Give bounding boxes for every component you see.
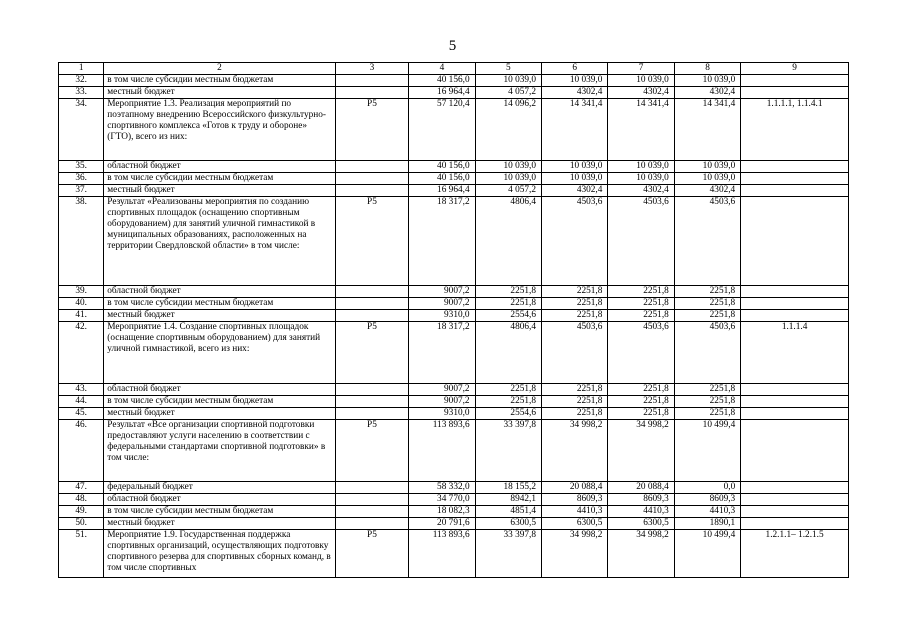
value-cell-col8: 10 039,0 xyxy=(674,75,740,87)
column-header: 2 xyxy=(104,63,335,75)
target-ref-cell xyxy=(741,161,849,173)
target-ref-cell xyxy=(741,396,849,408)
target-ref-cell: 1.1.1.4 xyxy=(741,322,849,384)
row-number-cell: 46. xyxy=(59,420,104,482)
code-cell xyxy=(335,298,408,310)
value-cell-col4: 9310,0 xyxy=(409,408,475,420)
budget-table xyxy=(58,62,849,578)
description-cell: областной бюджет xyxy=(104,161,335,173)
value-cell-col7: 2251,8 xyxy=(608,310,674,322)
row-number-cell: 47. xyxy=(59,482,104,494)
column-header: 6 xyxy=(542,63,608,75)
description-cell: местный бюджет xyxy=(104,408,335,420)
value-cell-col7: 20 088,4 xyxy=(608,482,674,494)
value-cell-col7: 34 998,2 xyxy=(608,420,674,482)
value-cell-col5: 10 039,0 xyxy=(475,75,541,87)
value-cell-col8: 14 341,4 xyxy=(674,99,740,161)
value-cell-col7: 4302,4 xyxy=(608,185,674,197)
code-cell xyxy=(335,185,408,197)
value-cell-col8: 8609,3 xyxy=(674,494,740,506)
row-number-cell: 44. xyxy=(59,396,104,408)
table-row xyxy=(59,310,849,322)
value-cell-col6: 14 341,4 xyxy=(542,99,608,161)
value-cell-col8: 4503,6 xyxy=(674,322,740,384)
table-row xyxy=(59,99,849,161)
row-number-cell: 34. xyxy=(59,99,104,161)
table-row xyxy=(59,518,849,530)
value-cell-col5: 4806,4 xyxy=(475,197,541,286)
value-cell-col6: 10 039,0 xyxy=(542,161,608,173)
value-cell-col5: 2554,6 xyxy=(475,310,541,322)
target-ref-cell xyxy=(741,75,849,87)
value-cell-col8: 2251,8 xyxy=(674,298,740,310)
value-cell-col7: 2251,8 xyxy=(608,384,674,396)
value-cell-col8: 4302,4 xyxy=(674,87,740,99)
value-cell-col8: 2251,8 xyxy=(674,408,740,420)
value-cell-col5: 2251,8 xyxy=(475,384,541,396)
value-cell-col5: 4 057,2 xyxy=(475,185,541,197)
row-number-cell: 37. xyxy=(59,185,104,197)
description-cell: в том числе субсидии местным бюджетам xyxy=(104,75,335,87)
value-cell-col7: 4503,6 xyxy=(608,197,674,286)
value-cell-col8: 10 039,0 xyxy=(674,161,740,173)
value-cell-col5: 14 096,2 xyxy=(475,99,541,161)
column-header: 3 xyxy=(335,63,408,75)
target-ref-cell: 1.2.1.1– 1.2.1.5 xyxy=(741,530,849,578)
row-number-cell: 41. xyxy=(59,310,104,322)
row-number-cell: 49. xyxy=(59,506,104,518)
target-ref-cell xyxy=(741,408,849,420)
value-cell-col6: 4503,6 xyxy=(542,197,608,286)
value-cell-col6: 4410,3 xyxy=(542,506,608,518)
description-cell: федеральный бюджет xyxy=(104,482,335,494)
value-cell-col5: 10 039,0 xyxy=(475,161,541,173)
value-cell-col8: 2251,8 xyxy=(674,396,740,408)
description-cell: Мероприятие 1.9. Государственная поддержка спортивных организаций, осуществляющих подготовку спортивного резерва для спортивных сборных команд, в том числе спортивных xyxy=(104,530,335,578)
value-cell-col4: 16 964,4 xyxy=(409,185,475,197)
value-cell-col6: 4503,6 xyxy=(542,322,608,384)
value-cell-col5: 4851,4 xyxy=(475,506,541,518)
value-cell-col7: 2251,8 xyxy=(608,408,674,420)
target-ref-cell: 1.1.1.1, 1.1.4.1 xyxy=(741,99,849,161)
value-cell-col7: 10 039,0 xyxy=(608,161,674,173)
target-ref-cell xyxy=(741,310,849,322)
table-row xyxy=(59,482,849,494)
description-cell: местный бюджет xyxy=(104,518,335,530)
value-cell-col6: 6300,5 xyxy=(542,518,608,530)
row-number-cell: 43. xyxy=(59,384,104,396)
table-row xyxy=(59,420,849,482)
code-cell xyxy=(335,75,408,87)
table-row xyxy=(59,322,849,384)
column-header: 5 xyxy=(475,63,541,75)
row-number-cell: 42. xyxy=(59,322,104,384)
value-cell-col8: 10 499,4 xyxy=(674,530,740,578)
row-number-cell: 39. xyxy=(59,286,104,298)
value-cell-col8: 10 499,4 xyxy=(674,420,740,482)
value-cell-col4: 18 082,3 xyxy=(409,506,475,518)
code-cell xyxy=(335,482,408,494)
description-cell: местный бюджет xyxy=(104,310,335,322)
value-cell-col5: 4806,4 xyxy=(475,322,541,384)
value-cell-col6: 4302,4 xyxy=(542,87,608,99)
value-cell-col7: 4302,4 xyxy=(608,87,674,99)
value-cell-col4: 113 893,6 xyxy=(409,530,475,578)
value-cell-col7: 14 341,4 xyxy=(608,99,674,161)
target-ref-cell xyxy=(741,197,849,286)
value-cell-col8: 1890,1 xyxy=(674,518,740,530)
value-cell-col6: 34 998,2 xyxy=(542,530,608,578)
row-number-cell: 45. xyxy=(59,408,104,420)
value-cell-col6: 2251,8 xyxy=(542,408,608,420)
value-cell-col6: 10 039,0 xyxy=(542,75,608,87)
row-number-cell: 32. xyxy=(59,75,104,87)
row-number-cell: 51. xyxy=(59,530,104,578)
description-cell: в том числе субсидии местным бюджетам xyxy=(104,396,335,408)
value-cell-col4: 16 964,4 xyxy=(409,87,475,99)
value-cell-col4: 18 317,2 xyxy=(409,197,475,286)
code-cell xyxy=(335,384,408,396)
value-cell-col5: 2251,8 xyxy=(475,396,541,408)
code-cell xyxy=(335,518,408,530)
description-cell: местный бюджет xyxy=(104,87,335,99)
value-cell-col5: 33 397,8 xyxy=(475,530,541,578)
value-cell-col6: 2251,8 xyxy=(542,298,608,310)
value-cell-col4: 40 156,0 xyxy=(409,161,475,173)
table-row xyxy=(59,396,849,408)
table-row xyxy=(59,87,849,99)
code-cell: Р5 xyxy=(335,420,408,482)
code-cell: Р5 xyxy=(335,197,408,286)
table-row xyxy=(59,197,849,286)
row-number-cell: 40. xyxy=(59,298,104,310)
value-cell-col6: 8609,3 xyxy=(542,494,608,506)
value-cell-col5: 8942,1 xyxy=(475,494,541,506)
code-cell xyxy=(335,506,408,518)
value-cell-col4: 58 332,0 xyxy=(409,482,475,494)
value-cell-col8: 2251,8 xyxy=(674,286,740,298)
row-number-cell: 35. xyxy=(59,161,104,173)
table-header-row xyxy=(59,63,849,75)
code-cell xyxy=(335,494,408,506)
value-cell-col5: 2554,6 xyxy=(475,408,541,420)
table-row xyxy=(59,298,849,310)
code-cell xyxy=(335,286,408,298)
column-header: 8 xyxy=(674,63,740,75)
code-cell xyxy=(335,161,408,173)
column-header: 4 xyxy=(409,63,475,75)
target-ref-cell xyxy=(741,286,849,298)
value-cell-col6: 2251,8 xyxy=(542,286,608,298)
value-cell-col7: 6300,5 xyxy=(608,518,674,530)
table-row xyxy=(59,75,849,87)
code-cell xyxy=(335,87,408,99)
value-cell-col4: 9007,2 xyxy=(409,286,475,298)
description-cell: Результат «Реализованы мероприятия по созданию спортивных площадок (оснащению спортивным оборудованием) для занятий уличной гимнастикой в муниципальных образованиях, расположенных на территории Свердловской области» в том числе: xyxy=(104,197,335,286)
target-ref-cell xyxy=(741,384,849,396)
value-cell-col5: 18 155,2 xyxy=(475,482,541,494)
row-number-cell: 50. xyxy=(59,518,104,530)
target-ref-cell xyxy=(741,420,849,482)
value-cell-col4: 34 770,0 xyxy=(409,494,475,506)
description-cell: областной бюджет xyxy=(104,286,335,298)
value-cell-col5: 6300,5 xyxy=(475,518,541,530)
value-cell-col6: 20 088,4 xyxy=(542,482,608,494)
table-row xyxy=(59,286,849,298)
value-cell-col5: 2251,8 xyxy=(475,286,541,298)
description-cell: местный бюджет xyxy=(104,185,335,197)
value-cell-col7: 2251,8 xyxy=(608,298,674,310)
table-row xyxy=(59,185,849,197)
value-cell-col8: 0,0 xyxy=(674,482,740,494)
column-header: 9 xyxy=(741,63,849,75)
description-cell: областной бюджет xyxy=(104,384,335,396)
value-cell-col8: 2251,8 xyxy=(674,384,740,396)
value-cell-col7: 4410,3 xyxy=(608,506,674,518)
row-number-cell: 36. xyxy=(59,173,104,185)
value-cell-col4: 9007,2 xyxy=(409,384,475,396)
value-cell-col8: 4503,6 xyxy=(674,197,740,286)
description-cell: в том числе субсидии местным бюджетам xyxy=(104,173,335,185)
value-cell-col4: 40 156,0 xyxy=(409,173,475,185)
table-row xyxy=(59,408,849,420)
value-cell-col8: 4410,3 xyxy=(674,506,740,518)
value-cell-col5: 33 397,8 xyxy=(475,420,541,482)
value-cell-col6: 10 039,0 xyxy=(542,173,608,185)
description-cell: Результат «Все организации спортивной подготовки предоставляют услуги населению в соответствии с федеральными стандартами спортивной подготовки» в том числе: xyxy=(104,420,335,482)
code-cell: Р5 xyxy=(335,530,408,578)
target-ref-cell xyxy=(741,482,849,494)
table-row xyxy=(59,384,849,396)
row-number-cell: 33. xyxy=(59,87,104,99)
code-cell xyxy=(335,396,408,408)
description-cell: Мероприятие 1.3. Реализация мероприятий по поэтапному внедрению Всероссийского физкультурно-спортивного комплекса «Готов к труду и обороне» (ГТО), всего из них: xyxy=(104,99,335,161)
value-cell-col7: 4503,6 xyxy=(608,322,674,384)
table-row xyxy=(59,506,849,518)
value-cell-col4: 9007,2 xyxy=(409,396,475,408)
table-row xyxy=(59,494,849,506)
value-cell-col5: 2251,8 xyxy=(475,298,541,310)
table-row xyxy=(59,530,849,578)
value-cell-col7: 10 039,0 xyxy=(608,75,674,87)
target-ref-cell xyxy=(741,518,849,530)
target-ref-cell xyxy=(741,173,849,185)
row-number-cell: 38. xyxy=(59,197,104,286)
value-cell-col7: 34 998,2 xyxy=(608,530,674,578)
code-cell xyxy=(335,408,408,420)
column-header: 1 xyxy=(59,63,104,75)
value-cell-col7: 10 039,0 xyxy=(608,173,674,185)
target-ref-cell xyxy=(741,298,849,310)
table-row xyxy=(59,173,849,185)
value-cell-col7: 2251,8 xyxy=(608,396,674,408)
value-cell-col8: 10 039,0 xyxy=(674,173,740,185)
target-ref-cell xyxy=(741,87,849,99)
target-ref-cell xyxy=(741,506,849,518)
value-cell-col5: 10 039,0 xyxy=(475,173,541,185)
description-cell: в том числе субсидии местным бюджетам xyxy=(104,506,335,518)
value-cell-col4: 113 893,6 xyxy=(409,420,475,482)
code-cell: Р5 xyxy=(335,322,408,384)
table-row xyxy=(59,161,849,173)
description-cell: Мероприятие 1.4. Создание спортивных площадок (оснащение спортивным оборудованием) для занятий уличной гимнастикой, всего из них: xyxy=(104,322,335,384)
value-cell-col4: 9310,0 xyxy=(409,310,475,322)
value-cell-col6: 34 998,2 xyxy=(542,420,608,482)
value-cell-col4: 40 156,0 xyxy=(409,75,475,87)
value-cell-col5: 4 057,2 xyxy=(475,87,541,99)
value-cell-col8: 4302,4 xyxy=(674,185,740,197)
value-cell-col4: 57 120,4 xyxy=(409,99,475,161)
value-cell-col6: 4302,4 xyxy=(542,185,608,197)
value-cell-col6: 2251,8 xyxy=(542,310,608,322)
code-cell: Р5 xyxy=(335,99,408,161)
target-ref-cell xyxy=(741,185,849,197)
value-cell-col4: 20 791,6 xyxy=(409,518,475,530)
column-header: 7 xyxy=(608,63,674,75)
target-ref-cell xyxy=(741,494,849,506)
value-cell-col4: 18 317,2 xyxy=(409,322,475,384)
code-cell xyxy=(335,310,408,322)
value-cell-col7: 2251,8 xyxy=(608,286,674,298)
value-cell-col6: 2251,8 xyxy=(542,396,608,408)
row-number-cell: 48. xyxy=(59,494,104,506)
value-cell-col6: 2251,8 xyxy=(542,384,608,396)
value-cell-col8: 2251,8 xyxy=(674,310,740,322)
code-cell xyxy=(335,173,408,185)
value-cell-col7: 8609,3 xyxy=(608,494,674,506)
value-cell-col4: 9007,2 xyxy=(409,298,475,310)
page-number: 5 xyxy=(448,38,457,54)
description-cell: областной бюджет xyxy=(104,494,335,506)
description-cell: в том числе субсидии местным бюджетам xyxy=(104,298,335,310)
